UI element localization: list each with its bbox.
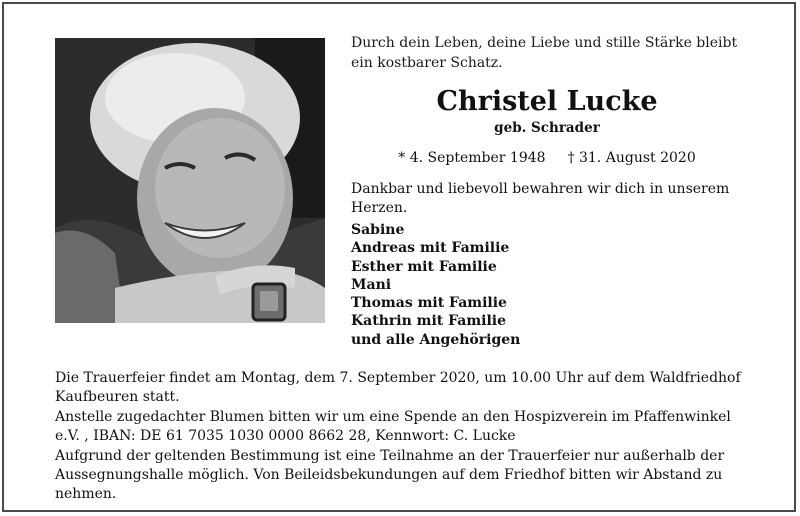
- restriction-notice: Aufgrund der geltenden Bestimmung ist eine Teilnahme an der Trauerfeier nur außerhalb der Aussegnungshalle möglich. Von Beileidsbekundungen auf dem Friedhof bitten wir Abstand zu nehmen.: [55, 448, 725, 502]
- funeral-notice: Die Trauerfeier findet am Montag, dem 7. September 2020, um 10.00 Uhr auf dem Waldfriedhof Kaufbeuren statt.: [55, 370, 741, 405]
- mourner-item: und alle Angehörigen: [351, 331, 521, 348]
- donation-notice: Anstelle zugedachter Blumen bitten wir um eine Spende an den Hospizverein im Pfaffenwinkel e.V. , IBAN: DE 61 7035 1030 0000 8662 28, Kennwort: C. Lucke: [55, 409, 731, 444]
- mourner-item: Mani: [351, 276, 392, 293]
- mourner-item: Kathrin mit Familie: [351, 313, 507, 330]
- memorial-quote: Durch dein Leben, deine Liebe und stille Stärke bleibt ein kostbarer Schatz.: [351, 35, 738, 71]
- mourner-item: Sabine: [351, 222, 405, 238]
- life-dates: [351, 148, 743, 168]
- thanks-text: Dankbar und liebevoll bewahren wir dich in unserem Herzen.: [351, 181, 730, 216]
- mourner-item: Thomas mit Familie: [351, 295, 507, 312]
- portrait-illustration: [55, 38, 325, 323]
- notices-block: [55, 369, 755, 505]
- death-date: † 31. August 2020: [567, 150, 696, 166]
- mourners-list: [351, 221, 751, 349]
- birth-date: * 4. September 1948: [398, 150, 546, 166]
- mourner-item: Esther mit Familie: [351, 258, 497, 275]
- maiden-name: geb. Schrader: [494, 120, 600, 136]
- deceased-name: Christel Lucke: [436, 86, 658, 117]
- portrait-photo: [55, 38, 325, 323]
- mourner-item: Andreas mit Familie: [351, 240, 510, 257]
